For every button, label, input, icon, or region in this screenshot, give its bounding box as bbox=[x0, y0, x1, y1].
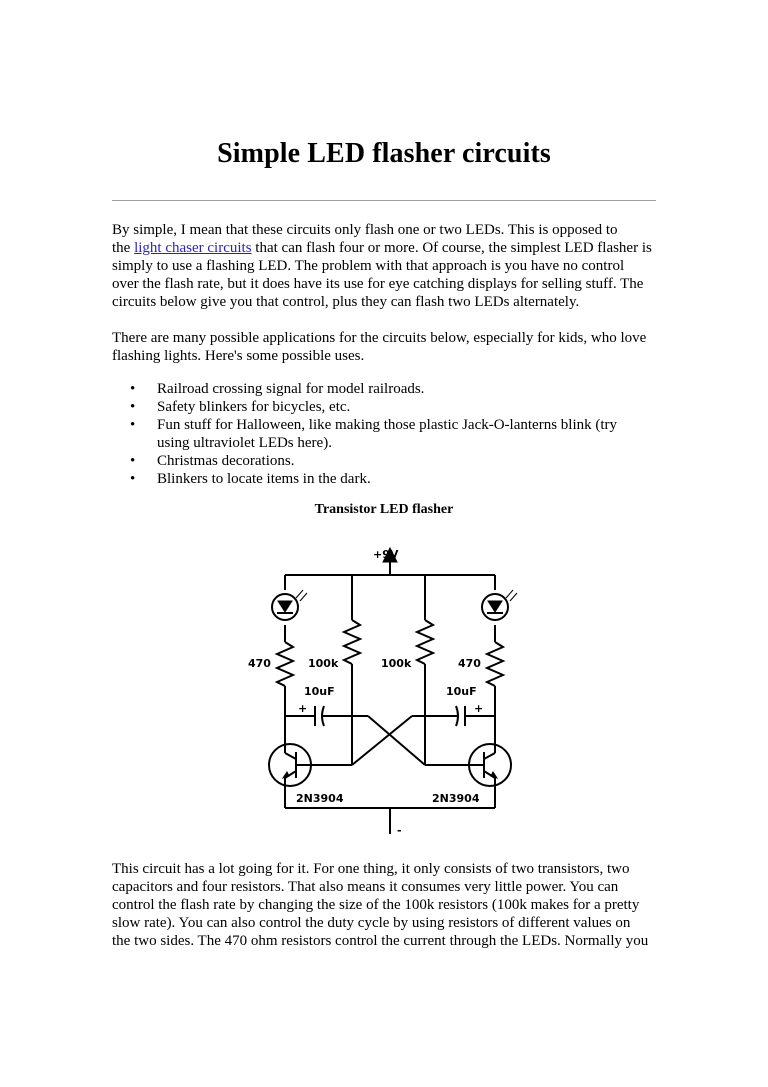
resistor-label: 100k bbox=[308, 657, 339, 670]
resistor-label: 470 bbox=[248, 657, 271, 670]
list-item bbox=[130, 470, 617, 488]
light-chaser-link[interactable]: light chaser circuits bbox=[134, 240, 252, 256]
intro-line: circuits below give you that control, plus they can flash two LEDs alternately. bbox=[112, 294, 580, 310]
transistor-label: 2N3904 bbox=[296, 792, 344, 805]
intro-line bbox=[112, 239, 660, 257]
list-item-text: Fun stuff for Halloween, like making those plastic Jack-O-lanterns blink (try bbox=[157, 417, 618, 433]
capacitor-label: 10uF bbox=[304, 685, 335, 698]
intro-paragraph bbox=[112, 221, 660, 311]
description-line: capacitors and four resistors. That also means it consumes very little power. You can bbox=[112, 879, 619, 895]
description-line: slow rate). You can also control the duty cycle by using resistors of different values on bbox=[112, 915, 631, 931]
list-item-text: Railroad crossing signal for model railroads. bbox=[157, 381, 425, 397]
intro-suffix: that can flash four or more. Of course, the simplest LED flasher is bbox=[251, 240, 652, 256]
description-paragraph bbox=[112, 860, 660, 950]
page-title: Simple LED flasher circuits bbox=[217, 138, 551, 169]
intro-prefix: the bbox=[112, 240, 135, 256]
list-item-text: Christmas decorations. bbox=[157, 453, 295, 469]
figure-caption: Transistor LED flasher bbox=[314, 502, 454, 517]
ground-label: - bbox=[397, 824, 402, 837]
transistor-label: 2N3904 bbox=[432, 792, 480, 805]
list-item bbox=[130, 398, 617, 416]
list-item bbox=[130, 380, 617, 398]
description-line: the two sides. The 470 ohm resistors control the current through the LEDs. Normally you bbox=[112, 933, 649, 949]
bullet-marker: • bbox=[130, 453, 136, 469]
intro-line: over the flash rate, but it does have its use for eye catching displays for selling stuff. The bbox=[112, 276, 644, 292]
supply-label: +9V bbox=[373, 548, 399, 561]
description-line: This circuit has a lot going for it. For one thing, it only consists of two transistors, two bbox=[112, 861, 630, 877]
bullet-marker: • bbox=[130, 381, 136, 397]
applications-paragraph bbox=[112, 329, 660, 365]
intro-line: By simple, I mean that these circuits only flash one or two LEDs. This is opposed to bbox=[112, 222, 618, 238]
uses-list bbox=[130, 380, 617, 488]
resistor-label: 100k bbox=[381, 657, 412, 670]
list-item-text: Safety blinkers for bicycles, etc. bbox=[157, 399, 351, 415]
bullet-marker: • bbox=[130, 399, 136, 415]
list-item-text: using ultraviolet LEDs here). bbox=[157, 435, 332, 451]
bullet-marker: • bbox=[130, 417, 136, 433]
list-item bbox=[130, 452, 617, 470]
flasher-schematic bbox=[240, 540, 520, 840]
description-line: control the flash rate by changing the size of the 100k resistors (100k makes for a pretty bbox=[112, 897, 640, 913]
intro-line: simply to use a flashing LED. The problem with that approach is you have no control bbox=[112, 258, 625, 274]
polarity-label: + bbox=[474, 702, 484, 715]
bullet-marker: • bbox=[130, 471, 136, 487]
list-item-text: Blinkers to locate items in the dark. bbox=[157, 471, 371, 487]
title-divider bbox=[112, 200, 656, 201]
resistor-label: 470 bbox=[458, 657, 481, 670]
applications-line: There are many possible applications for the circuits below, especially for kids, who love bbox=[112, 330, 647, 346]
polarity-label: + bbox=[298, 702, 308, 715]
list-item bbox=[130, 416, 617, 452]
capacitor-label: 10uF bbox=[446, 685, 477, 698]
applications-line: flashing lights. Here's some possible uses. bbox=[112, 348, 365, 364]
